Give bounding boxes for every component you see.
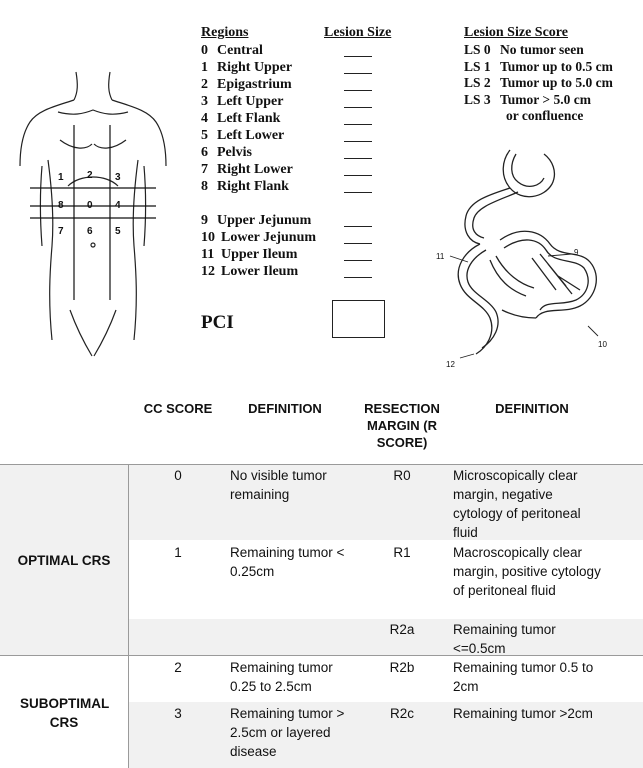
blank-line: [344, 226, 372, 227]
label-leader-11: [450, 256, 468, 262]
intestine-label-9: 9: [574, 248, 579, 257]
cc-score: 0: [174, 468, 182, 483]
r-score: R1: [393, 545, 411, 560]
ls-item: LS 1 Tumor up to 0.5 cm: [464, 58, 613, 74]
r-definition: Remaining tumor >2cm: [453, 706, 593, 721]
blank-line: [344, 277, 372, 278]
region-item: 1 Right Upper: [201, 60, 293, 75]
region-item: 10 Lower Jejunum: [201, 230, 317, 245]
group-label-suboptimal: SUBOPTIMAL CRS: [20, 696, 110, 730]
cc-score: 2: [174, 660, 182, 675]
r-score: R0: [393, 468, 411, 483]
label-leader-9: [548, 254, 572, 256]
blank-line: [344, 107, 372, 108]
table-rule: [0, 464, 643, 465]
intestine-label-11: 11: [436, 252, 445, 261]
blank-line: [344, 175, 372, 176]
r-definition: Remaining tumor <=0.5cm: [453, 622, 556, 656]
blank-line: [344, 73, 372, 74]
region-item: 0 Central: [201, 43, 263, 58]
grid-cell-label: 6: [87, 226, 93, 237]
intestine-diagram: [440, 140, 620, 370]
cc-definition: Remaining tumor 0.25 to 2.5cm: [230, 660, 333, 694]
blank-line: [344, 260, 372, 261]
ls-item: LS 0 No tumor seen: [464, 42, 584, 57]
header-resection-margin: RESECTION MARGIN (R SCORE): [364, 401, 440, 450]
grid-cell-label: 7: [58, 226, 64, 237]
grid-cell-label: 1: [58, 172, 64, 183]
region-item: 9 Upper Jejunum: [201, 213, 312, 228]
region-item: 8 Right Flank: [201, 179, 289, 194]
grid-cell-label: 0: [87, 200, 93, 211]
blank-line: [344, 192, 372, 193]
group-label-optimal: OPTIMAL CRS: [17, 553, 111, 568]
header-definition: DEFINITION: [248, 401, 322, 416]
r-definition: Remaining tumor 0.5 to 2cm: [453, 660, 594, 694]
ls-item: LS 2 Tumor up to 5.0 cm: [464, 75, 613, 90]
mesentery-lines: [532, 254, 580, 294]
header-cc-score: CC SCORE: [143, 401, 213, 416]
region-item: 3 Left Upper: [201, 94, 284, 109]
region-item: 7 Right Lower: [201, 162, 293, 177]
cc-definition: No visible tumor remaining: [230, 468, 327, 502]
stomach-inner: [512, 154, 544, 186]
torso-diagram: [18, 70, 168, 360]
ls-continuation: or confluence: [506, 108, 584, 123]
region-item: 5 Left Lower: [201, 128, 285, 143]
blank-line: [344, 141, 372, 142]
r-score: R2b: [389, 660, 415, 675]
grid-cell-label: 4: [115, 200, 121, 211]
lesion-size-score-list: [464, 42, 613, 125]
grid-cell-label: 3: [115, 172, 121, 183]
table-divider: [128, 464, 129, 768]
pci-label: PCI: [201, 312, 234, 333]
grid-cell-label: 8: [58, 200, 64, 211]
region-grid: [30, 125, 156, 300]
r-score: R2a: [389, 622, 415, 637]
grid-cell-label: 5: [115, 226, 121, 237]
r-definition: Microscopically clear margin, negative cytology of peritoneal fluid: [453, 468, 581, 540]
region-item: 2 Epigastrium: [201, 77, 292, 92]
region-item: 4 Left Flank: [201, 111, 281, 126]
label-leader-12: [460, 354, 474, 358]
region-item: 6 Pelvis: [201, 145, 252, 160]
pci-total-box: [332, 300, 385, 338]
regions-header: Regions: [201, 25, 249, 40]
region-item: 11 Upper Ileum: [201, 247, 298, 262]
ls-item: LS 3 Tumor > 5.0 cm: [464, 91, 591, 107]
regions-list: [201, 42, 293, 195]
r-definition: Macroscopically clear margin, positive cytology of peritoneal fluid: [453, 545, 601, 598]
blank-line: [344, 158, 372, 159]
score-table: [0, 390, 643, 768]
lesion-size-header: Lesion Size: [324, 25, 392, 40]
lesion-size-score-header: Lesion Size Score: [464, 25, 568, 40]
cc-score: 1: [174, 545, 182, 560]
label-leader-10: [588, 326, 598, 336]
region-item: 12 Lower Ileum: [201, 264, 299, 279]
cc-definition: Remaining tumor > 2.5cm or layered disease: [230, 706, 345, 759]
blank-line: [344, 243, 372, 244]
blank-line: [344, 90, 372, 91]
duodenum: [465, 188, 510, 244]
header-definition: DEFINITION: [495, 401, 569, 416]
grid-cell-label: 2: [87, 170, 93, 181]
cc-score: 3: [174, 706, 182, 721]
r-score: R2c: [389, 706, 414, 721]
stomach-outline: [503, 150, 554, 197]
cc-definition: Remaining tumor < 0.25cm: [230, 545, 345, 579]
blank-line: [344, 56, 372, 57]
torso-outline: [20, 72, 166, 356]
intestine-label-12: 12: [446, 360, 455, 369]
intestine-label-10: 10: [598, 340, 607, 349]
blank-line: [344, 124, 372, 125]
small-bowel-list: [201, 212, 316, 280]
